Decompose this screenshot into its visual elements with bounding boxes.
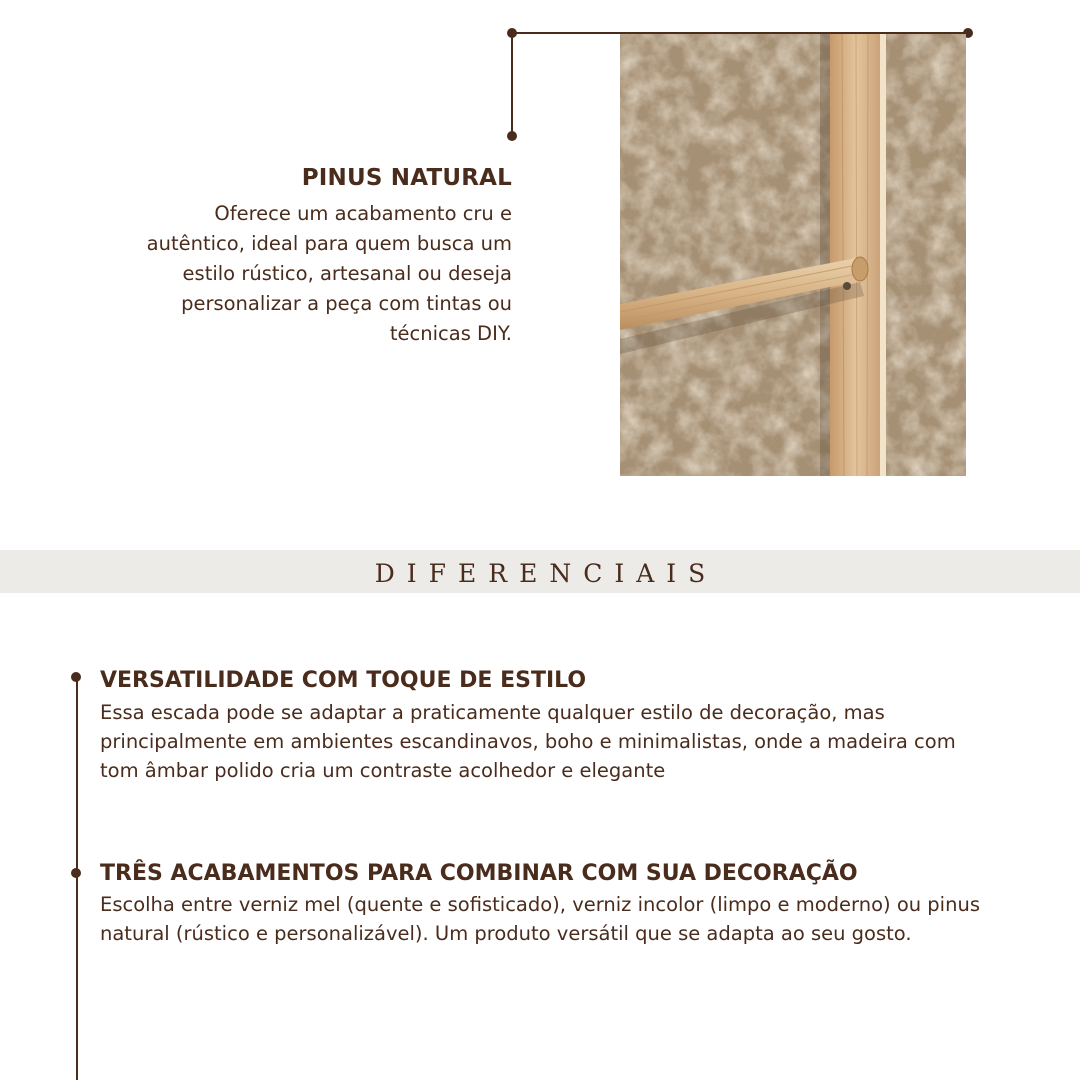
wooden-ladder-wall-photo-icon <box>620 34 966 476</box>
feature-text-1: Essa escada pode se adaptar a praticamente qualquer estilo de decoração, mas principalmente em ambientes escandinavos, boho e minimalistas, onde a madeira com tom âmbar polido cria um contraste acolhedor e elegante <box>100 701 956 782</box>
feature-title-1: VERSATILIDADE COM TOQUE DE ESTILO <box>100 668 587 693</box>
pinus-natural-description: Oferece um acabamento cru e autêntico, ideal para quem busca um estilo rústico, artesanal ou deseja personalizar a peça com tintas ou técnicas DIY. <box>146 202 512 345</box>
timeline-dot-1 <box>71 672 81 682</box>
timeline-line <box>76 676 78 1080</box>
feature-title-2: TRÊS ACABAMENTOS PARA COMBINAR COM SUA DECORAÇÃO <box>100 861 858 886</box>
feature-text-2: Escolha entre verniz mel (quente e sofisticado), verniz incolor (limpo e moderno) ou pinus natural (rústico e personalizável). Um produto versátil que se adapta ao seu gosto. <box>100 893 980 945</box>
timeline-dot-2 <box>71 868 81 878</box>
product-photo <box>620 34 966 476</box>
section-band <box>0 550 1080 593</box>
section-title: DIFERENCIAIS <box>374 559 718 588</box>
connector-vertical-line <box>511 33 513 136</box>
pinus-natural-title: PINUS NATURAL <box>301 165 512 191</box>
